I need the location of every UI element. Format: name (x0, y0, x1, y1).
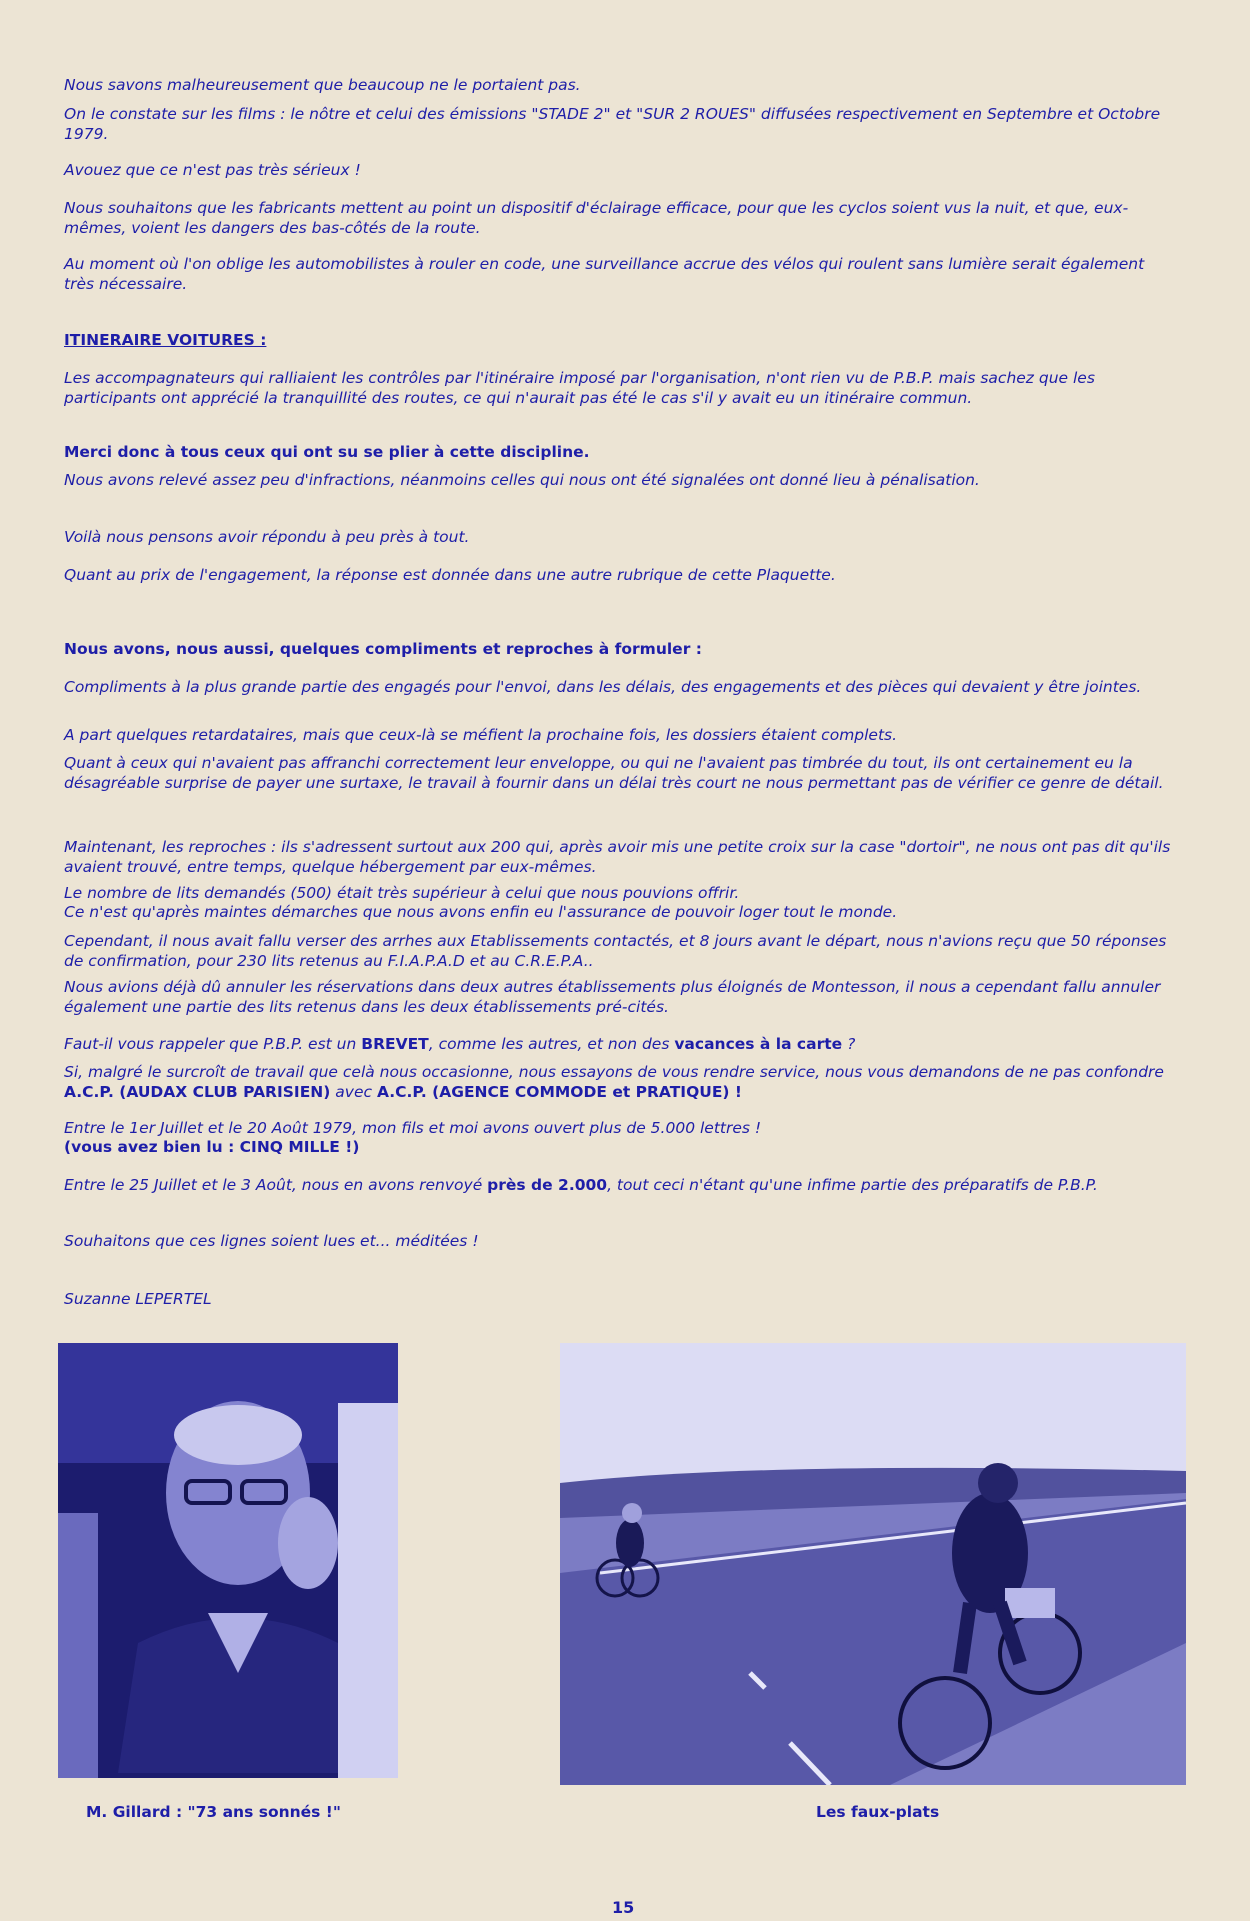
paragraph-15: Maintenant, les reproches : ils s'adressent surtout aux 200 qui, après avoir mis une petite croix sur la case "dortoir", ne nous ont pas dit qu'ils avaient trouvé, entre temps, quelque hébergement par eux-mêmes. (64, 838, 1171, 876)
p19-text: Faut-il vous rappeler que P.B.P. est un (64, 1035, 362, 1053)
vacances-emphasis: vacances à la carte (674, 1035, 843, 1053)
p19-text-mid: , comme les autres, et non des (428, 1035, 675, 1053)
p20-text-mid: avec (330, 1082, 377, 1101)
p22-emphasis: près de 2.000 (487, 1176, 608, 1194)
caption-right: Les faux-plats (816, 1803, 940, 1821)
brevet-emphasis: BREVET (361, 1035, 429, 1053)
acp-agence-emphasis: A.C.P. (AGENCE COMMODE et PRATIQUE) ! (376, 1082, 742, 1101)
paragraph-17: Cependant, il nous avait fallu verser des arrhes aux Etablissements contactés, et 8 jours avant le départ, nous n'avions reçu que 50 réponses de confirmation, pour 230 lits retenus au F.I.A.P.A.D et au C.R.E.P.A.. (64, 932, 1167, 970)
acp-audax-emphasis: A.C.P. (AUDAX CLUB PARISIEN) (64, 1082, 331, 1101)
paragraph-7: Merci donc à tous ceux qui ont su se plier à cette discipline. (64, 443, 590, 461)
page-number: 15 (612, 1898, 635, 1917)
p22-text: Entre le 25 Juillet et le 3 Août, nous en avons renvoyé (64, 1176, 488, 1194)
paragraph-21a: Entre le 1er Juillet et le 20 Août 1979, mon fils et moi avons ouvert plus de 5.000 lettres ! (64, 1119, 762, 1137)
portrait-illustration (58, 1343, 398, 1778)
paragraph-19 (64, 1035, 1174, 1055)
cyclists-illustration (560, 1343, 1186, 1785)
paragraph-22 (64, 1176, 1174, 1196)
paragraph-16a: Le nombre de lits demandés (500) était très supérieur à celui que nous pouvions offrir. (64, 884, 740, 902)
paragraph-20 (64, 1063, 1174, 1102)
paragraph-14: Quant à ceux qui n'avaient pas affranchi correctement leur enveloppe, ou qui ne l'avaient pas timbrée du tout, ils ont certainement eu la désagréable surprise de payer une surtaxe, le travail à fournir dans un délai très court ne nous permettant pas de vérifier ce genre de détail. (64, 754, 1164, 792)
paragraph-2: On le constate sur les films : le nôtre et celui des émissions "STADE 2" et "SUR 2 ROUES" diffusées respectivement en Septembre et Octobre 1979. (64, 105, 1161, 143)
paragraph-5: Au moment où l'on oblige les automobilistes à rouler en code, une surveillance accrue des vélos qui roulent sans lumière serait également très nécessaire. (64, 255, 1145, 293)
paragraph-12: Compliments à la plus grande partie des engagés pour l'envoi, dans les délais, des engagements et des pièces qui devaient y être jointes. (64, 678, 1142, 696)
photo-cyclists (560, 1343, 1186, 1785)
paragraph-9: Voilà nous pensons avoir répondu à peu près à tout. (64, 528, 470, 546)
p20-text: Si, malgré le surcroît de travail que celà nous occasionne, nous essayons de vous rendre service, nous vous demandons de ne pas confondre (64, 1063, 1164, 1081)
paragraph-4: Nous souhaitons que les fabricants mettent au point un dispositif d'éclairage efficace, pour que les cyclos soient vus la nuit, et que, eux-mêmes, voient les dangers des bas-côtés de la route. (64, 199, 1129, 237)
paragraph-6: Les accompagnateurs qui ralliaient les contrôles par l'itinéraire imposé par l'organisation, n'ont rien vu de P.B.P. mais sachez que les participants ont apprécié la tranquillité des routes, ce qui n'aurait pas été le cas s'il y avait eu un itinéraire commun. (64, 369, 1095, 407)
paragraph-23: Souhaitons que ces lignes soient lues et... méditées ! (64, 1232, 479, 1250)
paragraph-3: Avouez que ce n'est pas très sérieux ! (64, 161, 361, 179)
paragraph-21b: (vous avez bien lu : CINQ MILLE !) (64, 1138, 360, 1156)
paragraph-18: Nous avions déjà dû annuler les réservations dans deux autres établissements plus éloignés de Montesson, il nous a cependant fallu annuler également une partie des lits retenus dans les deux établissements pré-cités. (64, 978, 1161, 1016)
section-heading: ITINERAIRE VOITURES : (64, 331, 267, 349)
paragraph-16b: Ce n'est qu'après maintes démarches que nous avons enfin eu l'assurance de pouvoir loger tout le monde. (64, 903, 898, 921)
paragraph-13: A part quelques retardataires, mais que ceux-là se méfient la prochaine fois, les dossiers étaient complets. (64, 726, 898, 744)
paragraph-11: Nous avons, nous aussi, quelques compliments et reproches à formuler : (64, 640, 702, 658)
photo-portrait (58, 1343, 398, 1778)
paragraph-1: Nous savons malheureusement que beaucoup ne le portaient pas. (64, 76, 581, 94)
paragraph-8: Nous avons relevé assez peu d'infractions, néanmoins celles qui nous ont été signalées ont donné lieu à pénalisation. (64, 471, 980, 489)
caption-left: M. Gillard : "73 ans sonnés !" (86, 1803, 341, 1821)
signature: Suzanne LEPERTEL (64, 1290, 212, 1308)
p22-text-end: , tout ceci n'étant qu'une infime partie des préparatifs de P.B.P. (607, 1176, 1098, 1194)
paragraph-10: Quant au prix de l'engagement, la réponse est donnée dans une autre rubrique de cette Plaquette. (64, 566, 836, 584)
p19-text-end: ? (842, 1035, 856, 1053)
